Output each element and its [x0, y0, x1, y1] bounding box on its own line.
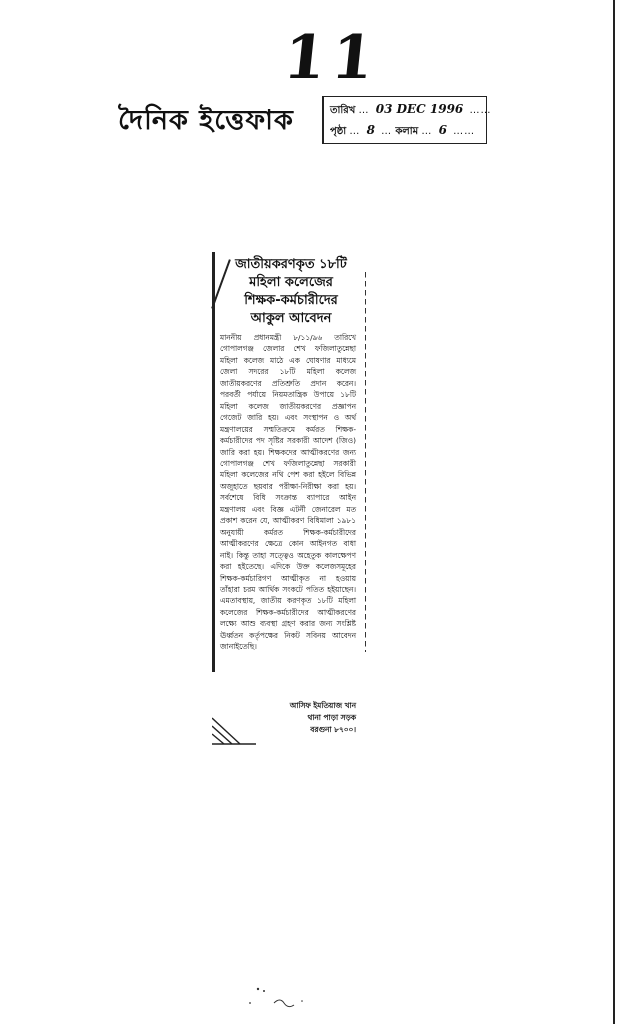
stamp-page-label: পৃষ্ঠা	[330, 126, 347, 137]
clipping-stamp	[322, 96, 492, 144]
signature-address-line: থানা পাড়া সড়ক	[307, 713, 356, 722]
newspaper-masthead: দৈনিক ইত্তেফাক	[118, 105, 294, 136]
headline-line: শিক্ষক-কর্মচারীদের	[244, 293, 338, 308]
clipping-torn-edge	[365, 272, 367, 652]
stamp-date-value: 03 DEC 1996	[375, 102, 464, 116]
stamp-column-label: কলাম	[395, 126, 419, 137]
headline-line: মহিলা কলেজের	[249, 275, 333, 290]
headline-line: আকুল আবেদন	[250, 311, 332, 326]
stamp-date-row	[330, 103, 491, 116]
signature-name: আসিফ ইমতিয়াজ খান	[289, 701, 356, 710]
newspaper-clipping	[212, 252, 362, 746]
stamp-dots: …	[349, 126, 361, 137]
stamp-dots: ……	[453, 126, 476, 137]
stamp-dots: ……	[469, 105, 492, 116]
article-body: মাননীয় প্রধানমন্ত্রী ৮/১১/৯৬ তারিখে গোপালগঞ্জ জেলার শেখ ফজিলাতুন্নেছা মহিলা কলেজ মাঠে এক ঘোষণার মাধ্যমে জেলা সদরের ১৮টি মহিলা কলেজ জাতীয়করণের প্রতিশ্রুতি প্রদান করেন। পরবর্তী পর্যায়ে নিয়মতান্ত্রিক উপায়ে ১৮টি মহিলা কলেজ জাতীয়করণের প্রজ্ঞাপন গেজেট জারি হয়। এবং সংস্থাপন ও অর্থ মন্ত্রণালয়ের সম্মতিক্রমে কর্মরত শিক্ষক-কর্মচারীদের পদ সৃষ্টির সরকারী আদেশ (জিও) জারি করা হয়। শিক্ষকদের আত্মীকরণের জন্য গোপালগঞ্জ শেখ ফজিলাতুন্নেছা সরকারী মহিলা কলেজের নথি পেশ করা হইলে বিভিন্ন অজুহাতে ছয়বার পরীক্ষা-নিরীক্ষা করা হয়। সর্বশেষে বিধি সংক্রান্ত ব্যাপারে আইন মন্ত্রণালয় এবং বিজ্ঞ এটর্নী জেনারেল মত প্রকাশ করেন যে, আত্মীকরণ বিধিমালা ১৯৮১ অনুযায়ী কর্মরত শিক্ষক-কর্মচারীদের আত্মীকরণের ক্ষেত্রে কোন আইনগত বাধা নাই। কিন্তু তাহা সত্ত্বেও অহেতুক কালক্ষেপণ করা হইতেছে। এদিকে উক্ত কলেজসমূহের শিক্ষক-কর্মচারিগণ আত্মীকৃত না হওয়ায় তাঁহারা চরম আর্থিক সংকটে পতিত হইয়াছেন। এমতাবস্থায়, জাতীয় করণকৃত ১৮টি মহিলা কলেজের শিক্ষক-কর্মচারীদের আত্মীকরণের লক্ষ্যে আশু ব্যবস্থা গ্রহণ করার জন্য সংশ্লিষ্ট ঊর্ধ্বতন কর্তৃপক্ষের নিকট সবিনয় আবেদন জানাইতেছি।	[220, 333, 356, 652]
article-signature	[262, 700, 356, 736]
stamp-dots: …	[421, 126, 433, 137]
stamp-column-value: 6	[438, 123, 447, 137]
stamp-dots: …	[358, 105, 370, 116]
stamp-date-label: তারিখ	[330, 105, 356, 116]
page-number: 11	[280, 23, 384, 93]
stamp-page-value: 8	[366, 123, 375, 137]
headline-line: জাতীয়করণকৃত ১৮টি	[235, 257, 347, 272]
page-edge	[613, 0, 615, 1024]
stray-ink-marks	[230, 985, 310, 1015]
clipping-corner-hatch	[212, 714, 256, 748]
stamp-dots: …	[381, 126, 393, 137]
article-headline	[224, 256, 358, 328]
signature-address-line: বরগুনা ৮৭০০।	[310, 725, 356, 734]
clipping-cut-edge	[212, 252, 215, 672]
stamp-page-row	[330, 124, 475, 137]
